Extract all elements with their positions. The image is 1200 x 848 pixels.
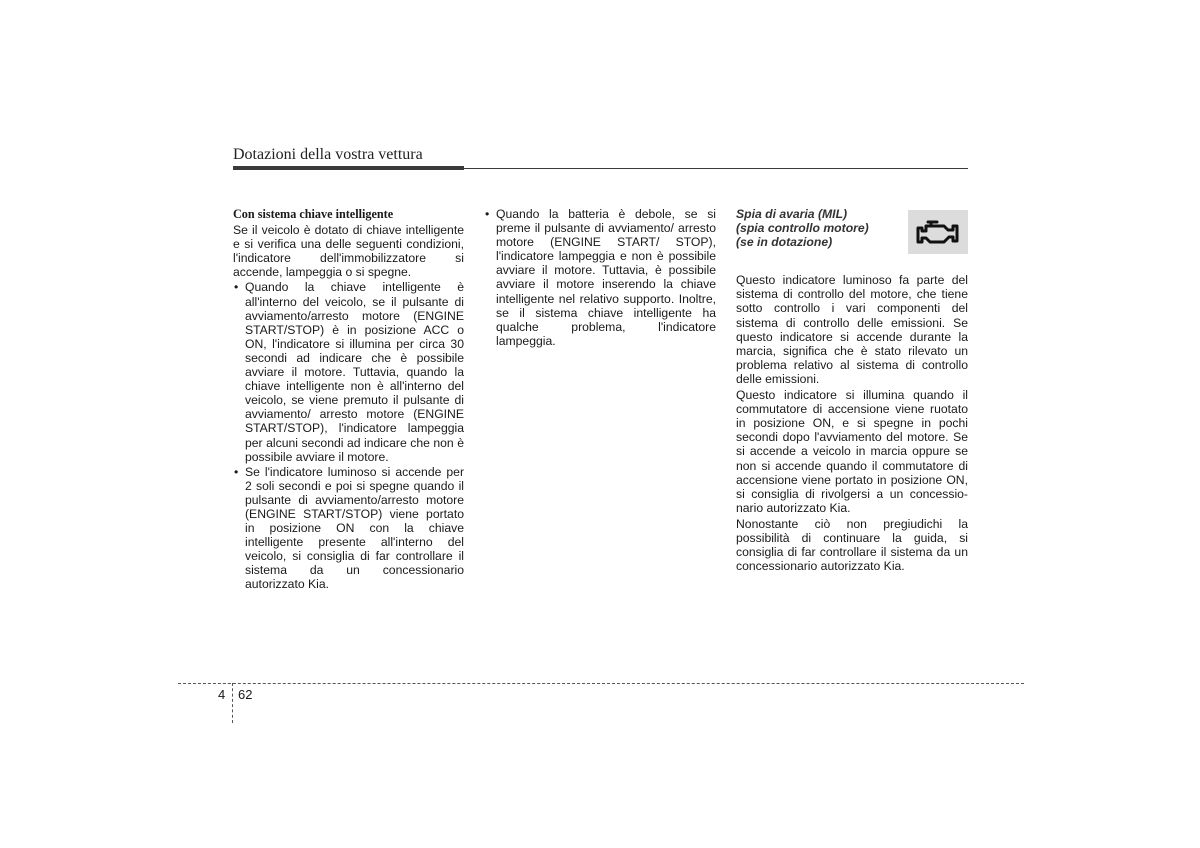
chapter-number: 4 <box>218 687 226 702</box>
column-1 <box>233 207 464 593</box>
header-rule-thick <box>233 166 464 170</box>
indicator-heading <box>736 207 896 249</box>
indicator-heading-line: (se in dotazione) <box>736 235 833 250</box>
indicator-description <box>736 273 968 573</box>
intro-paragraph: Se il veicolo è dotato di chiave intelligente e si verifica una delle seguenti condizioni, l'indicatore dell'immobilizzatore si accende, lampeggia o si spegne. <box>233 223 464 280</box>
paragraph: Questo indicatore si illumina quando il commutatore di accensione viene ruotato in posizione ON, e si spegne in pochi secondi dopo l'avviamento del motore. Se si accende a veicolo in marcia oppure se non si accende quando il commutatore di accensione viene portato in posizione ON, si consiglia di rivolgersi a un concessio-nario autorizzato Kia. <box>736 388 968 515</box>
page-number: 62 <box>238 687 253 702</box>
bullet-list <box>233 280 464 591</box>
header-rule-thin <box>464 168 968 169</box>
section-subhead: Con sistema chiave intelligente <box>233 207 394 221</box>
paragraph: Nonostante ciò non pregiudichi la possibilità di continuare la guida, si consiglia di far controllare il sistema da un concessionario autorizzato Kia. <box>736 516 968 574</box>
column-2 <box>484 207 716 349</box>
footer-separator <box>232 683 233 723</box>
column-3 <box>736 207 968 575</box>
bullet-list <box>484 207 716 348</box>
indicator-heading-line: Spia di avaria (MIL) <box>736 207 848 221</box>
indicator-heading-line: (spia controllo motore) <box>736 221 869 236</box>
list-item: • Se l'indicatore luminoso si accende per 2 soli secondi e poi si spegne quando il pulsante di avviamento/arresto motore (ENGINE START/STOP) viene portato in posizione ON con la chiave intelligente presente all'interno del veicolo, si consiglia di far controllare il sistema da un concessionario autorizzato Kia. <box>233 465 464 592</box>
paragraph: Questo indicatore luminoso fa parte del sistema di controllo del motore, che tiene sotto controllo i vari componenti del sistema di controllo delle emissioni. Se questo indicatore si accende durante la marcia, significa che è stato rilevato un problema relativo al sistema di controllo delle emissioni. <box>736 273 968 386</box>
list-item: • Quando la chiave intelligente è all'interno del veicolo, se il pulsante di avviamento/arresto motore (ENGINE START/STOP) è in posizione ACC o ON, l'indicatore si illumina per circa 30 secondi ad indicare che è possibile avviare il motore. Tuttavia, quando la chiave intelligente non è all'interno del veicolo, se viene premuto il pulsante di avviamento/ arresto motore (ENGINE START/STOP), l'indicatore lampeggia per alcuni secondi ad indicare che non è possibile avviare il motore. <box>233 280 464 463</box>
page-header-title: Dotazioni della vostra vettura <box>233 146 423 163</box>
check-engine-icon-box <box>908 210 968 254</box>
footer-rule <box>178 683 1024 684</box>
list-item: • Quando la batteria è debole, se si preme il pulsante di avviamento/ arresto motore (ENGINE START/ STOP), l'indicatore lampeggia e non è possibile avviare il motore. Tuttavia, è possibile avviare il motore inserendo la chiave intelligente nel relativo supporto. Inoltre, se il sistema chiave intelligente ha qualche problema, l'indicatore lampeggia. <box>484 207 716 348</box>
check-engine-icon <box>913 217 963 247</box>
